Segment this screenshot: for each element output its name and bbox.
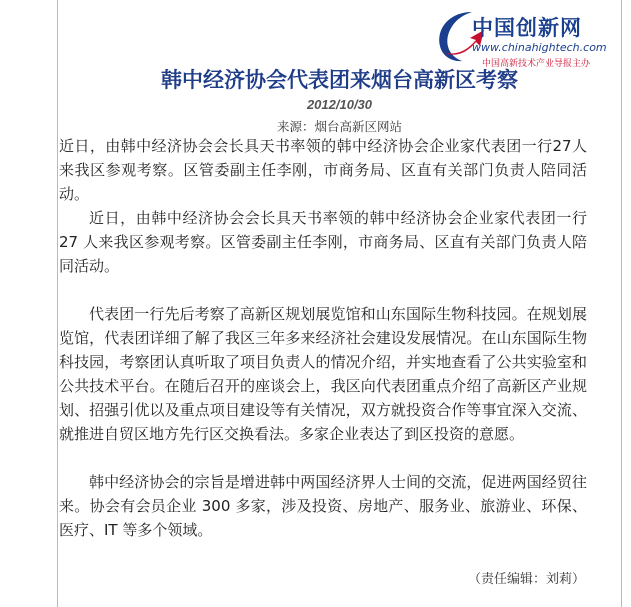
source-name[interactable]: 烟台高新区网站 (314, 119, 403, 134)
logo-slogan: 中国高新技术产业导报主办 (482, 59, 591, 69)
paragraph: 近日，由韩中经济协会会长具天书率领的韩中经济协会企业家代表团一行27人来我区参观考察。区管委副主任李刚，市商务局、区直有关部门负责人陪同活动。 (59, 137, 587, 203)
logo-name: 中国创新网 (472, 16, 582, 40)
site-logo[interactable] (432, 6, 628, 69)
paragraph: 韩中经济协会的宗旨是增进韩中两国经济界人士间的交流，促进两国经贸往来。协会有会员企业 300 多家，涉及投资、房地产、服务业、旅游业、环保、医疗、IT 等多个领域。 (59, 473, 587, 539)
article-source (57, 117, 622, 135)
article-body (59, 134, 587, 542)
source-label: 来源： (276, 119, 315, 134)
paragraph: 代表团一行先后考察了高新区规划展览馆和山东国际生物科技园。在规划展览馆，代表团详细了解了我区三年多来经济社会建设发展情况。在山东国际生物科技园，考察团认真听取了项目负责人的情况介绍，并实地查看了公共实验室和公共技术平台。在随后召开的座谈会上，我区向代表团重点介绍了高新区产业规划、招强引优以及重点项目建设等有关情况，双方就投资合作等事宜深入交流、就推进自贸区地方先行区交换看法。多家企业表达了到区投资的意愿。 (59, 305, 587, 443)
logo-url: www.chinahightech.com (472, 41, 607, 54)
publish-date: 2012/10/30 (306, 97, 373, 112)
paragraph: 近日，由韩中经济协会会长具天书率领的韩中经济协会企业家代表团一行 27 人来我区参观考察。区管委副主任李刚，市商务局、区直有关部门负责人陪同活动。 (59, 209, 587, 275)
page-title: 韩中经济协会代表团来烟台高新区考察 (161, 68, 518, 92)
responsible-editor: （责任编辑：刘莉） (467, 572, 585, 587)
